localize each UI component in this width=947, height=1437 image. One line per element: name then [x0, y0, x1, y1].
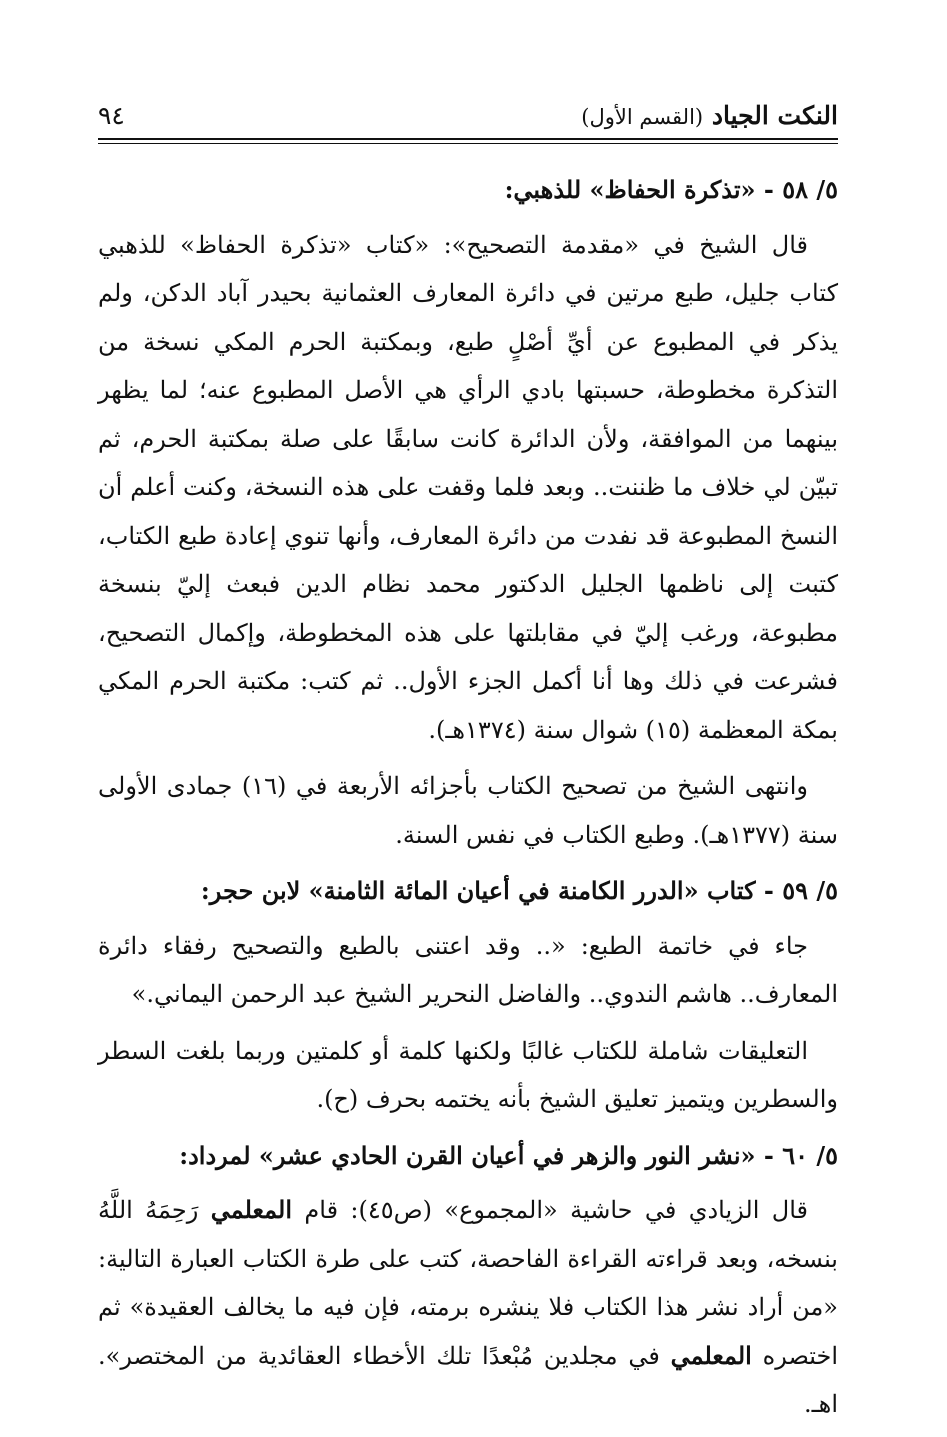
- text-run: قال الزيادي في حاشية «المجموع» (ص٤٥): قام: [304, 1196, 808, 1224]
- text-run: في مجلدين مُبْعدًا تلك الأخطاء العقائدية من المختصر». اهـ.: [98, 1341, 838, 1418]
- page-header: [98, 78, 838, 130]
- page-body: [98, 166, 838, 1437]
- page-number: ٩٤: [98, 101, 125, 130]
- author-name: المعلمي: [210, 1195, 292, 1224]
- section-heading-58: ٥/ ٥٨ - «تذكرة الحفاظ» للذهبي:: [504, 175, 838, 204]
- paragraph: [98, 1186, 838, 1429]
- running-subtitle: (القسم الأول): [581, 105, 704, 129]
- paragraph: وانتهى الشيخ من تصحيح الكتاب بأجزائه الأربعة في (١٦) جمادى الأولى سنة (١٣٧٧هـ). وطبع الكتاب في نفس السنة.: [98, 772, 838, 849]
- text-run: رَحِمَهُ اللَّهُ بنسخه، وبعد قراءته القراءة الفاحصة، كتب على طرة الكتاب العبارة التالية: «من أراد نشر هذا الكتاب فلا ينشره برمته، فإن فيه ما يخالف العقيدة» ثم اختصره: [98, 1196, 838, 1370]
- paragraph: قال الشيخ في «مقدمة التصحيح»: «كتاب «تذكرة الحفاظ» للذهبي كتاب جليل، طبع مرتين في دائرة المعارف العثمانية بحيدر آباد الدكن، ولم يذكر في المطبوع عن أيِّ أصْلٍ طبع، وبمكتبة الحرم المكي نسخة من التذكرة مخطوطة، حسبتها بادي الرأي هي الأصل المطبوع عنه؛ لما يظهر بينهما من الموافقة، ولأن الدائرة كانت سابقًا على صلة بمكتبة الحرم، ثم تبيّن لي خلاف ما ظننت.. وبعد فلما وقفت على هذه النسخة، وكنت أعلم أن النسخ المطبوعة قد نفدت من دائرة المعارف، وأنها تنوي إعادة طبع الكتاب، كتبت إلى ناظمها الجليل الدكتور محمد نظام الدين فبعث إليّ بنسخة مطبوعة، ورغب إليّ في مقابلتها على هذه المخطوطة، وإكمال التصحيح، فشرعت في ذلك وها أنا أكمل الجزء الأول.. ثم كتب: مكتبة الحرم المكي بمكة المعظمة (١٥) شوال سنة (١٣٧٤هـ).: [98, 230, 839, 744]
- running-title-main: النكت الجياد: [711, 101, 838, 130]
- book-page: [98, 78, 839, 1418]
- header-rule: [98, 138, 838, 140]
- section-heading-60: ٥/ ٦٠ - «نشر النور والزهر في أعيان القرن الحادي عشر» لمرداد:: [179, 1140, 838, 1170]
- section-heading-59: ٥/ ٥٩ - كتاب «الدرر الكامنة في أعيان المائة الثامنة» لابن حجر:: [200, 876, 838, 905]
- author-name: المعلمي: [670, 1340, 752, 1370]
- paragraph: التعليقات شاملة للكتاب غالبًا ولكنها كلمة أو كلمتين وربما بلغت السطر والسطرين ويتميز تعليق الشيخ بأنه يختمه بحرف (ح).: [98, 1036, 838, 1113]
- paragraph: جاء في خاتمة الطبع: «.. وقد اعتنى بالطبع والتصحيح رفقاء دائرة المعارف.. هاشم الندوي.. والفاضل النحرير الشيخ عبد الرحمن اليماني.»: [98, 931, 838, 1008]
- header-rule-thin: [98, 143, 838, 144]
- running-title: [581, 101, 838, 130]
